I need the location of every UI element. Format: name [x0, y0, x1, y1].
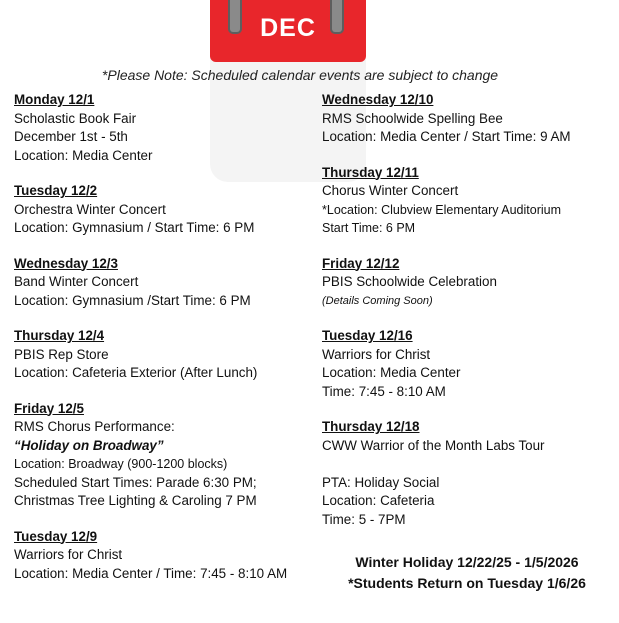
- schedule-note: *Please Note: Scheduled calendar events are subject to change: [101, 67, 499, 83]
- event-date: Tuesday 12/16: [322, 328, 413, 343]
- event-line: Scheduled Start Times: Parade 6:30 PM;: [14, 474, 257, 490]
- event-line: Location: Media Center: [14, 147, 153, 163]
- event-tuesday-12-16: [322, 327, 612, 401]
- event-line: PTA: Holiday Social: [322, 474, 440, 490]
- event-line: Scholastic Book Fair: [14, 110, 137, 126]
- event-line: December 1st - 5th: [14, 129, 128, 144]
- event-line: Warriors for Christ: [14, 547, 123, 562]
- event-line: RMS Chorus Performance:: [14, 419, 175, 434]
- event-line: Location: Media Center: [322, 365, 461, 380]
- students-return-note: *Students Return on Tuesday 1/6/26: [348, 575, 586, 591]
- event-line: Location: Gymnasium / Start Time: 6 PM: [14, 220, 255, 235]
- event-line: Time: 7:45 - 8:10 AM: [322, 383, 446, 399]
- event-date: Tuesday 12/9: [14, 528, 98, 544]
- event-date: Thursday 12/4: [14, 328, 105, 343]
- event-line: Location: Media Center / Time: 7:45 - 8:10 AM: [14, 565, 288, 581]
- left-column: [14, 91, 314, 600]
- event-date: Wednesday 12/3: [14, 255, 118, 271]
- event-line: CWW Warrior of the Month Labs Tour: [322, 437, 545, 453]
- event-line: Christmas Tree Lighting & Caroling 7 PM: [14, 493, 257, 508]
- event-monday-12-1: [14, 91, 314, 165]
- event-line: Start Time: 6 PM: [322, 221, 416, 235]
- event-line: Location: Gymnasium /Start Time: 6 PM: [14, 292, 251, 308]
- event-wednesday-12-10: [322, 91, 612, 147]
- calendar-month: DEC: [260, 14, 316, 42]
- event-line: Location: Cafeteria: [322, 493, 435, 508]
- event-line: “Holiday on Broadway”: [14, 437, 164, 453]
- event-wednesday-12-3: [14, 255, 314, 311]
- event-tuesday-12-2: [14, 182, 314, 238]
- event-line: Band Winter Concert: [14, 274, 139, 289]
- event-line: PBIS Rep Store: [14, 346, 109, 362]
- event-date: Thursday 12/11: [322, 164, 419, 180]
- event-line: *Location: Clubview Elementary Auditorium: [322, 202, 562, 217]
- event-line: Location: Cafeteria Exterior (After Lunch): [14, 365, 258, 380]
- event-line: PBIS Schoolwide Celebration: [322, 274, 497, 289]
- winter-holiday-footer: [322, 552, 612, 594]
- event-line: Location: Broadway (900-1200 blocks): [14, 457, 228, 471]
- event-date: Monday 12/1: [14, 92, 95, 107]
- event-tuesday-12-9: [14, 528, 314, 584]
- event-date: Tuesday 12/2: [14, 183, 98, 198]
- event-thursday-12-4: [14, 327, 314, 383]
- event-line: Time: 5 - 7PM: [322, 511, 406, 527]
- event-date: Friday 12/12: [322, 255, 400, 271]
- event-thursday-12-18: [322, 418, 612, 529]
- event-line: (Details Coming Soon): [322, 294, 433, 307]
- right-column: [322, 91, 612, 546]
- event-spacer: [322, 455, 612, 474]
- event-thursday-12-11: [322, 164, 612, 238]
- event-date: Wednesday 12/10: [322, 92, 434, 107]
- event-friday-12-5: [14, 400, 314, 511]
- event-line: Warriors for Christ: [322, 346, 431, 362]
- event-line: Location: Media Center / Start Time: 9 AM: [322, 129, 571, 144]
- event-line: Orchestra Winter Concert: [14, 201, 166, 217]
- event-date: Friday 12/5: [14, 400, 84, 416]
- event-friday-12-12: [322, 255, 612, 311]
- event-line: Chorus Winter Concert: [322, 183, 459, 198]
- winter-holiday-dates: Winter Holiday 12/22/25 - 1/5/2026: [355, 554, 579, 570]
- event-line: RMS Schoolwide Spelling Bee: [322, 110, 503, 126]
- event-date: Thursday 12/18: [322, 419, 420, 434]
